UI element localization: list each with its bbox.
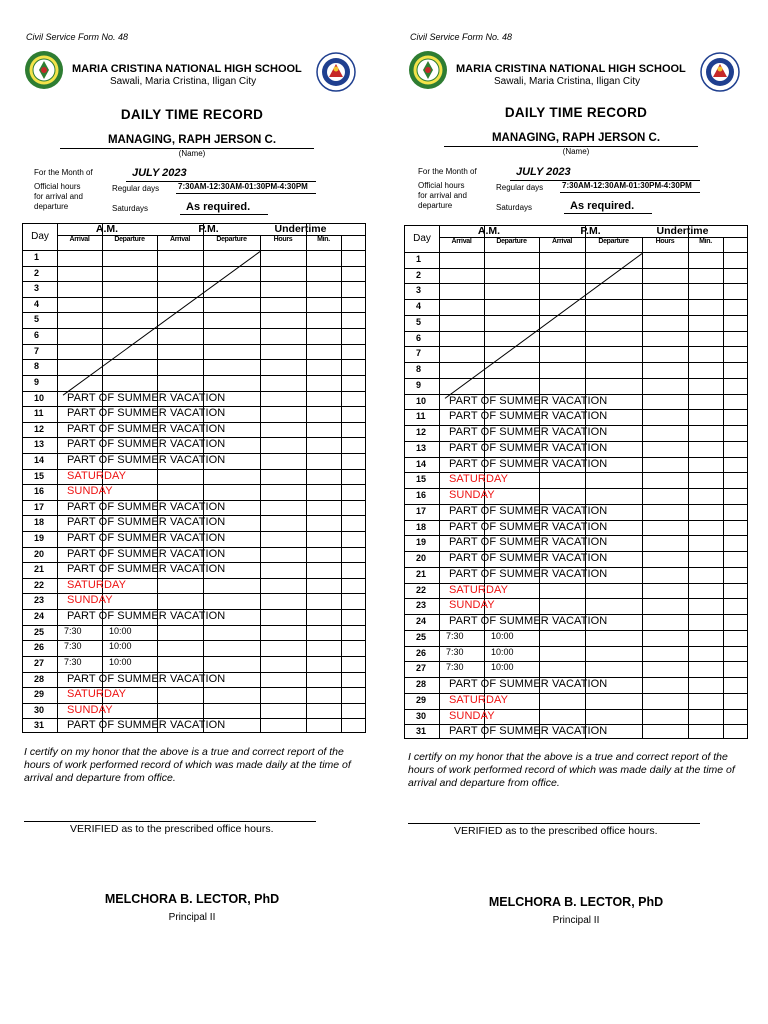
am-arrival-header: Arrival: [69, 236, 90, 244]
table-row-day: 10: [34, 392, 45, 403]
table-row-day: 27: [34, 657, 45, 668]
employee-signature-line: [24, 821, 316, 822]
official-hours-line: departure: [418, 201, 453, 210]
table-row-day: 18: [34, 517, 45, 528]
weekend-note: SUNDAY: [67, 485, 113, 498]
time-record-table: [404, 225, 748, 739]
unused-days-strike-line: [23, 224, 367, 734]
weekend-note: SUNDAY: [449, 709, 495, 722]
pm-departure-header: Departure: [598, 238, 629, 246]
vacation-note: PART OF SUMMER VACATION: [449, 504, 608, 517]
table-row-day: 30: [34, 704, 45, 715]
pm-arrival-header: Arrival: [551, 238, 573, 246]
am-departure-time: 10:00: [491, 662, 514, 673]
weekend-note: SATURDAY: [67, 688, 127, 701]
am-departure-header: Departure: [114, 236, 145, 244]
undertime-min-header: Min.: [699, 238, 712, 246]
deped-seal-icon: [700, 52, 740, 92]
vacation-note: PART OF SUMMER VACATION: [67, 547, 226, 560]
table-row-day: 24: [34, 611, 45, 622]
table-row-day: 19: [416, 537, 427, 548]
am-departure-header: Departure: [496, 238, 527, 246]
table-row-day: 8: [34, 361, 40, 372]
table-row-day: 21: [416, 568, 427, 579]
weekend-note: SUNDAY: [449, 489, 495, 502]
vacation-note: PART OF SUMMER VACATION: [67, 672, 226, 685]
weekend-note: SATURDAY: [67, 469, 127, 482]
vacation-note: PART OF SUMMER VACATION: [67, 532, 226, 545]
vacation-note: PART OF SUMMER VACATION: [449, 394, 608, 407]
page-title: DAILY TIME RECORD: [120, 107, 264, 122]
principal-name: MELCHORA B. LECTOR, PhD: [488, 895, 664, 909]
official-hours-line: for arrival and: [418, 191, 467, 200]
table-row-day: 23: [34, 595, 45, 606]
saturdays-value: As required.: [186, 201, 251, 213]
am-departure-time: 10:00: [109, 656, 132, 667]
vacation-note: PART OF SUMMER VACATION: [67, 500, 226, 513]
am-arrival-time: 7:30: [446, 630, 464, 641]
month-label: For the Month of: [418, 167, 477, 176]
saturdays-underline: [564, 213, 652, 214]
undertime-hours-header: Hours: [273, 236, 293, 244]
table-row-day: 3: [34, 283, 40, 294]
table-row-day: 6: [34, 330, 40, 341]
form-number-label: Civil Service Form No. 48: [26, 32, 129, 42]
vacation-note: PART OF SUMMER VACATION: [67, 610, 226, 623]
school-name: MARIA CRISTINA NATIONAL HIGH SCHOOL: [72, 63, 302, 75]
table-row-day: 9: [34, 376, 40, 387]
table-row-day: 22: [34, 579, 45, 590]
vacation-note: PART OF SUMMER VACATION: [67, 422, 226, 435]
pm-header: P.M.: [198, 223, 219, 235]
table-row-day: 13: [416, 442, 427, 453]
table-row-day: 1: [416, 254, 422, 264]
table-row-day: 24: [416, 616, 427, 627]
table-row-day: 17: [34, 501, 45, 512]
vacation-note: PART OF SUMMER VACATION: [449, 426, 608, 439]
table-row-day: 26: [34, 642, 45, 653]
school-address: Sawali, Maria Cristina, Iligan City: [110, 76, 257, 87]
vacation-note: PART OF SUMMER VACATION: [67, 438, 226, 451]
official-hours-line: Official hours: [418, 181, 465, 190]
table-row-day: 28: [34, 673, 45, 684]
table-row-day: 17: [416, 505, 427, 516]
table-row-day: 14: [34, 454, 45, 465]
dtr-form-right: [384, 0, 768, 1024]
vacation-note: PART OF SUMMER VACATION: [67, 453, 226, 466]
undertime-min-header: Min.: [317, 236, 330, 244]
am-departure-time: 10:00: [491, 646, 514, 657]
am-departure-time: 10:00: [109, 625, 132, 636]
official-hours-line: for arrival and: [34, 192, 83, 201]
weekend-note: SATURDAY: [449, 473, 509, 486]
vacation-note: PART OF SUMMER VACATION: [67, 516, 226, 529]
verified-text: VERIFIED as to the prescribed office hours.: [454, 825, 658, 837]
table-row-day: 6: [416, 332, 422, 343]
school-address: Sawali, Maria Cristina, Iligan City: [494, 76, 641, 87]
vacation-note: PART OF SUMMER VACATION: [449, 520, 608, 533]
am-arrival-time: 7:30: [64, 641, 82, 652]
regular-days-value: 7:30AM-12:30AM-01:30PM-4:30PM: [178, 182, 308, 191]
name-caption: (Name): [562, 147, 590, 156]
month-value: JULY 2023: [132, 167, 187, 179]
table-row-day: 5: [34, 314, 40, 325]
table-row-day: 23: [416, 600, 427, 611]
am-arrival-time: 7:30: [446, 646, 464, 657]
vacation-note: PART OF SUMMER VACATION: [449, 410, 608, 423]
regular-underline: [560, 192, 700, 193]
table-row-day: 11: [416, 411, 426, 422]
regular-days-label: Regular days: [496, 183, 544, 192]
verified-text: VERIFIED as to the prescribed office hours.: [70, 823, 274, 835]
employee-signature-line: [408, 823, 700, 824]
table-row-day: 27: [416, 663, 427, 674]
table-row-day: 16: [34, 486, 45, 497]
am-arrival-header: Arrival: [451, 238, 472, 246]
official-hours-label: [418, 181, 467, 211]
vacation-note: PART OF SUMMER VACATION: [449, 552, 608, 565]
table-row-day: 31: [416, 726, 427, 737]
vacation-note: PART OF SUMMER VACATION: [449, 536, 608, 549]
month-label: For the Month of: [34, 168, 93, 177]
principal-name: MELCHORA B. LECTOR, PhD: [104, 892, 280, 906]
saturdays-label: Saturdays: [112, 204, 149, 213]
table-row-day: 10: [416, 395, 427, 406]
employee-name: MANAGING, RAPH JERSON C.: [107, 134, 277, 146]
table-row-day: 21: [34, 564, 45, 575]
table-row-day: 8: [416, 364, 422, 375]
regular-underline: [176, 193, 316, 194]
table-row-day: 18: [416, 521, 427, 532]
saturdays-underline: [180, 214, 268, 215]
table-row-day: 29: [34, 689, 45, 700]
vacation-note: PART OF SUMMER VACATION: [449, 725, 608, 738]
table-row-day: 7: [34, 345, 40, 356]
saturdays-value: As required.: [570, 200, 635, 212]
day-header: Day: [413, 233, 431, 245]
table-row-day: 12: [416, 427, 427, 438]
page-title: DAILY TIME RECORD: [504, 105, 648, 120]
form-number-label: Civil Service Form No. 48: [410, 32, 513, 42]
certification-text: I certify on my honor that the above is a true and correct report of the hours of work performed record of which was made daily at the time of arrival and departure from office.: [408, 751, 735, 789]
table-row-day: 19: [34, 533, 45, 544]
weekend-note: SUNDAY: [449, 599, 495, 612]
table-row-day: 15: [416, 474, 427, 485]
month-value: JULY 2023: [516, 166, 571, 178]
pm-header: P.M.: [580, 225, 601, 237]
official-hours-line: Official hours: [34, 182, 81, 191]
vacation-note: PART OF SUMMER VACATION: [67, 719, 226, 732]
am-arrival-time: 7:30: [64, 656, 82, 667]
principal-position: Principal II: [552, 915, 600, 926]
vacation-note: PART OF SUMMER VACATION: [67, 407, 226, 420]
table-row-day: 31: [34, 720, 45, 731]
vacation-note: PART OF SUMMER VACATION: [67, 391, 226, 404]
weekend-note: SUNDAY: [67, 594, 113, 607]
undertime-header: Undertime: [656, 225, 709, 237]
employee-name: MANAGING, RAPH JERSON C.: [491, 132, 661, 144]
undertime-header: Undertime: [274, 223, 327, 235]
weekend-note: SATURDAY: [449, 693, 509, 706]
table-row-day: 4: [416, 301, 422, 312]
official-hours-label: [34, 182, 83, 212]
vacation-note: PART OF SUMMER VACATION: [449, 457, 608, 470]
table-row-day: 7: [416, 348, 422, 359]
school-seal-icon: [408, 50, 448, 90]
school-name: MARIA CRISTINA NATIONAL HIGH SCHOOL: [456, 63, 686, 75]
regular-days-label: Regular days: [112, 184, 160, 193]
table-row-day: 15: [34, 470, 45, 481]
table-row-day: 28: [416, 679, 427, 690]
vacation-note: PART OF SUMMER VACATION: [449, 678, 608, 691]
am-header: A.M.: [95, 223, 119, 235]
pm-departure-header: Departure: [216, 236, 247, 244]
table-row-day: 3: [416, 285, 422, 296]
table-row-day: 25: [34, 626, 45, 637]
table-row-day: 1: [34, 252, 40, 262]
table-row-day: 20: [416, 553, 427, 564]
weekend-note: SUNDAY: [67, 703, 113, 716]
table-row-day: 26: [416, 647, 427, 658]
vacation-note: PART OF SUMMER VACATION: [449, 441, 608, 454]
table-row-day: 30: [416, 710, 427, 721]
saturdays-label: Saturdays: [496, 203, 533, 212]
am-header: A.M.: [477, 225, 501, 237]
table-row-day: 12: [34, 423, 45, 434]
am-arrival-time: 7:30: [446, 662, 464, 673]
table-row-day: 16: [416, 490, 427, 501]
table-row-day: 25: [416, 631, 427, 642]
am-departure-time: 10:00: [109, 641, 132, 652]
regular-days-value: 7:30AM-12:30AM-01:30PM-4:30PM: [562, 181, 692, 190]
table-row-day: 29: [416, 694, 427, 705]
day-header: Day: [31, 231, 49, 243]
unused-days-strike-line: [405, 226, 749, 740]
weekend-note: SATURDAY: [449, 583, 509, 596]
vacation-note: PART OF SUMMER VACATION: [449, 567, 608, 580]
official-hours-line: departure: [34, 202, 69, 211]
undertime-hours-header: Hours: [655, 238, 675, 246]
deped-seal-icon: [316, 52, 356, 92]
time-record-table: [22, 223, 366, 733]
certification-text: I certify on my honor that the above is a true and correct report of the hours of work performed record of which was made daily at the time of arrival and departure from office.: [24, 746, 351, 784]
table-row-day: 11: [34, 408, 44, 419]
name-caption: (Name): [178, 149, 206, 158]
table-row-day: 2: [416, 269, 422, 280]
weekend-note: SATURDAY: [67, 578, 127, 591]
table-row-day: 22: [416, 584, 427, 595]
table-row-day: 4: [34, 298, 40, 309]
table-row-day: 9: [416, 379, 422, 390]
table-row-day: 13: [34, 439, 45, 450]
pm-arrival-header: Arrival: [169, 236, 191, 244]
table-row-day: 2: [34, 267, 40, 278]
school-seal-icon: [24, 50, 64, 90]
vacation-note: PART OF SUMMER VACATION: [67, 563, 226, 576]
principal-position: Principal II: [168, 912, 216, 923]
vacation-note: PART OF SUMMER VACATION: [449, 615, 608, 628]
table-row-day: 14: [416, 458, 427, 469]
table-row-day: 20: [34, 548, 45, 559]
am-arrival-time: 7:30: [64, 625, 82, 636]
table-row-day: 5: [416, 316, 422, 327]
am-departure-time: 10:00: [491, 630, 514, 641]
